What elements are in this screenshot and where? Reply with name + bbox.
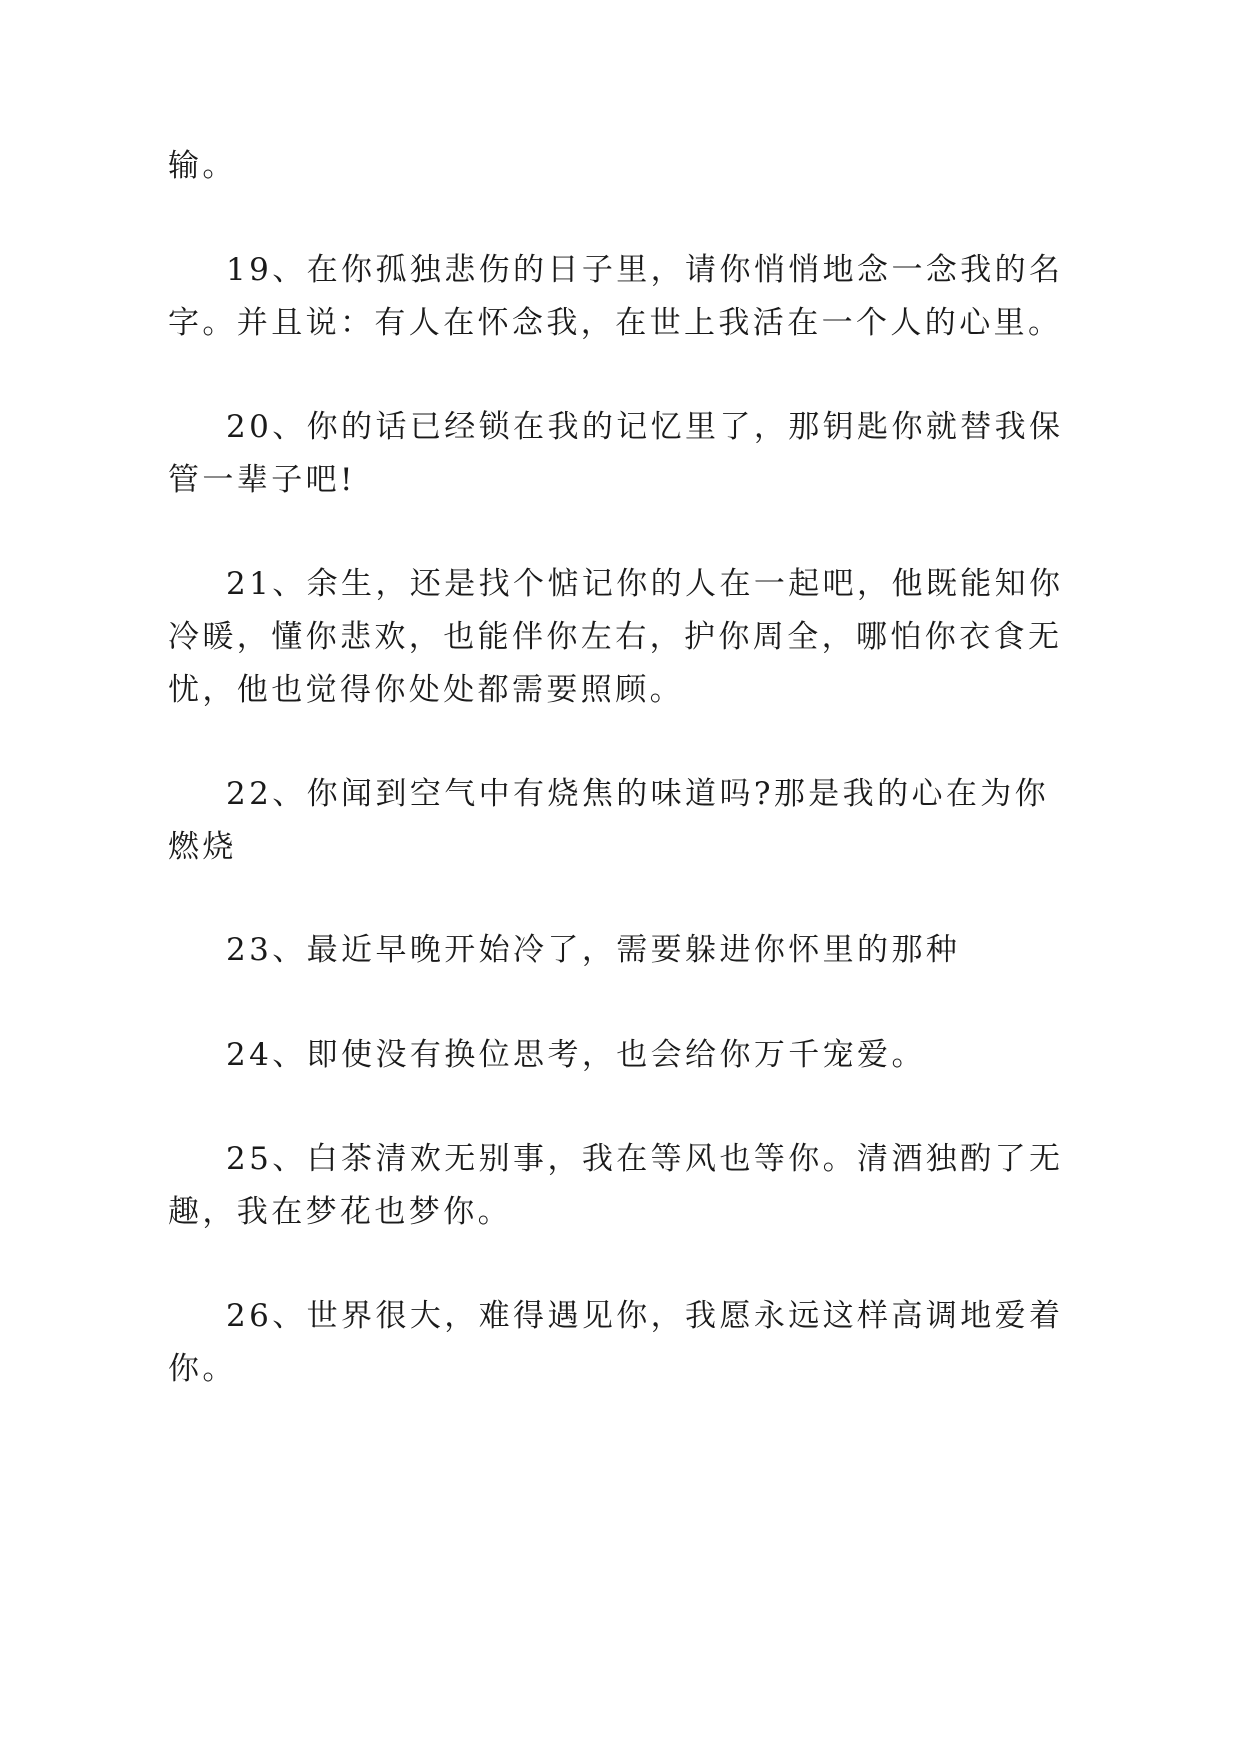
text-line: 24、即使没有换位思考，也会给你万千宠爱。 xyxy=(226,1037,926,1073)
text-line: 字。并且说：有人在怀念我，在世上我活在一个人的心里。 xyxy=(168,305,1063,341)
text-line: 你。 xyxy=(168,1351,237,1387)
text-line: 输。 xyxy=(168,148,237,184)
text-line: 21、余生，还是找个惦记你的人在一起吧，他既能知你 xyxy=(226,566,1064,602)
text-line: 管一辈子吧! xyxy=(168,462,356,498)
text-line: 19、在你孤独悲伤的日子里，请你悄悄地念一念我的名 xyxy=(226,252,1064,288)
text-line: 燃烧 xyxy=(168,829,237,865)
text-line: 忧，他也觉得你处处都需要照顾。 xyxy=(168,672,684,708)
text-line: 26、世界很大，难得遇见你，我愿永远这样高调地爱着 xyxy=(226,1298,1064,1334)
text-line: 23、最近早晚开始冷了，需要躲进你怀里的那种 xyxy=(226,932,961,968)
text-line: 趣，我在梦花也梦你。 xyxy=(168,1194,512,1230)
text-line: 冷暖，懂你悲欢，也能伴你左右，护你周全，哪怕你衣食无 xyxy=(168,619,1063,655)
text-line: 20、你的话已经锁在我的记忆里了，那钥匙你就替我保 xyxy=(226,409,1064,445)
text-line: 25、白茶清欢无别事，我在等风也等你。清酒独酌了无 xyxy=(226,1141,1064,1177)
text-line: 22、你闻到空气中有烧焦的味道吗?那是我的心在为你 xyxy=(226,776,1050,812)
